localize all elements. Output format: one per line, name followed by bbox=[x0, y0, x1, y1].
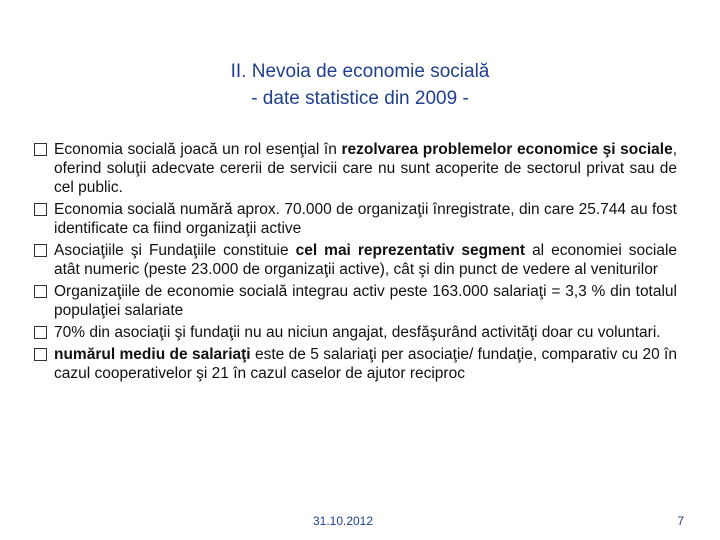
bullet-6-text-b: este de 5 salariaţi per asociaţie/ fundaţie, comparativ cu 20 în cazul cooperativelor şi 21 în cazul caselor de ajutor reciproc bbox=[54, 346, 677, 382]
square-bullet-icon bbox=[34, 244, 47, 257]
footer-date: 31.10.2012 bbox=[312, 514, 374, 528]
bullet-item-3 bbox=[34, 241, 677, 279]
slide-title-line-2: - date statistice din 2009 - bbox=[251, 88, 469, 109]
bullet-list bbox=[34, 140, 677, 386]
bullet-5-text: 70% din asociaţii şi fundaţii nu au niciun angajat, desfăşurând activităţi doar cu voluntari. bbox=[54, 324, 661, 341]
slide-title-line-1: II. Nevoia de economie socială bbox=[230, 61, 490, 82]
slide-title bbox=[0, 58, 720, 112]
bullet-item-4 bbox=[34, 282, 677, 320]
bullet-1-text-a: Economia socială joacă un rol esenţial în bbox=[54, 141, 342, 158]
square-bullet-icon bbox=[34, 348, 47, 361]
bullet-3-text-bold: cel mai reprezentativ segment bbox=[295, 242, 526, 259]
square-bullet-icon bbox=[34, 203, 47, 216]
bullet-item-5 bbox=[34, 323, 677, 342]
page-number: 7 bbox=[677, 514, 684, 528]
bullet-1-text-bold: rezolvarea problemelor economice şi sociale bbox=[341, 141, 673, 158]
bullet-3-text-c: al economiei sociale atât numeric (peste 23.000 de organizaţii active), cât şi din punct de vedere al veniturilor bbox=[54, 242, 678, 278]
bullet-4-text: Organizaţiile de economie socială integrau activ peste 163.000 salariaţi = 3,3 % din totalul populaţiei salariate bbox=[54, 283, 677, 319]
bullet-1-text-c: , oferind soluţii adecvate cererii de servicii care nu sunt acoperite de sectorul privat sau de cel public. bbox=[54, 141, 677, 196]
square-bullet-icon bbox=[34, 326, 47, 339]
bullet-item-2 bbox=[34, 200, 677, 238]
square-bullet-icon bbox=[34, 285, 47, 298]
bullet-item-1 bbox=[34, 140, 677, 197]
bullet-item-6 bbox=[34, 345, 677, 383]
square-bullet-icon bbox=[34, 143, 47, 156]
bullet-2-text: Economia socială numără aprox. 70.000 de organizaţii înregistrate, din care 25.744 au fost identificate ca fiind organizaţii active bbox=[54, 201, 677, 237]
bullet-3-text-a: Asociaţiile şi Fundaţiile constituie bbox=[54, 242, 296, 259]
bullet-6-text-bold: numărul mediu de salariaţi bbox=[54, 346, 251, 363]
